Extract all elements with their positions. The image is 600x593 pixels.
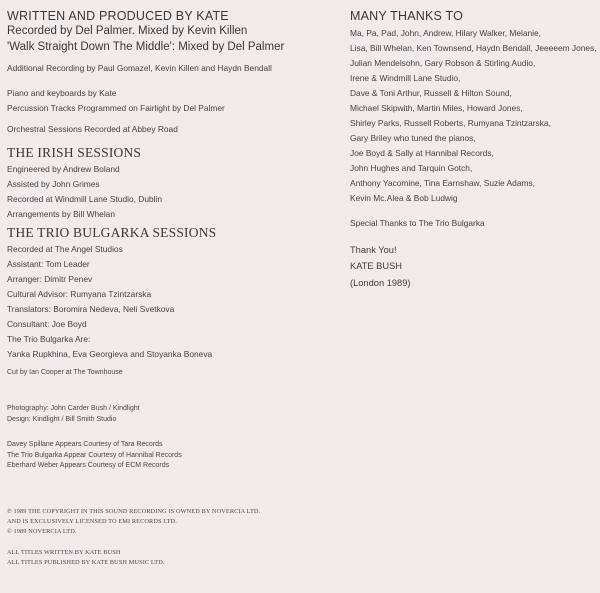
bulgarka-line: The Trio Bulgarka Are: bbox=[7, 334, 91, 344]
irish-line: Assisted by John Grimes bbox=[7, 179, 100, 189]
right-column bbox=[350, 9, 595, 291]
thanks-line: Joe Boyd & Sally at Hannibal Records, bbox=[350, 148, 494, 158]
credit-line: 'Walk Straight Down The Middle': Mixed by Del Palmer bbox=[7, 40, 285, 53]
copyright-line: ℗ 1989 THE COPYRIGHT IN THIS SOUND RECORDING IS OWNED BY NOVERCIA LTD. bbox=[7, 508, 261, 516]
cut-credit: Cut by Ian Cooper at The Townhouse bbox=[7, 369, 123, 376]
written-line: ALL TITLES WRITTEN BY KATE BUSH bbox=[7, 549, 121, 557]
thanks-line: Gary Briley who tuned the pianos, bbox=[350, 133, 476, 143]
bulgarka-line: Arranger: Dimitr Penev bbox=[7, 274, 93, 284]
irish-line: Recorded at Windmill Lane Studio, Dublin bbox=[7, 194, 163, 204]
courtesy-line: The Trio Bulgarka Appear Courtesy of Hannibal Records bbox=[7, 451, 182, 459]
design-credit: Design: Kindlight / Bill Smith Studio bbox=[7, 415, 117, 423]
courtesy-line: Davey Spillane Appears Courtesy of Tara Records bbox=[7, 441, 163, 449]
signoff-line: Thank You! bbox=[350, 245, 397, 255]
main-heading: WRITTEN AND PRODUCED BY KATE bbox=[7, 9, 229, 23]
bulgarka-line: Yanka Rupkhina, Eva Georgieva and Stoyanka Boneva bbox=[7, 349, 213, 359]
bulgarka-line: Consultant: Joe Boyd bbox=[7, 319, 87, 329]
bulgarka-line: Translators: Boromira Nedeva, Neli Svetkova bbox=[7, 304, 175, 314]
thanks-line: John Hughes and Tarquin Gotch, bbox=[350, 163, 473, 173]
piano-credit: Piano and keyboards by Kate bbox=[7, 88, 117, 98]
percussion-credit: Percussion Tracks Programmed on Fairlight by Del Palmer bbox=[7, 103, 225, 113]
thanks-line: Julian Mendelsohn, Gary Robson & Stirling Audio, bbox=[350, 58, 536, 68]
irish-sessions-title: THE IRISH SESSIONS bbox=[7, 145, 142, 160]
thanks-line: Shirley Parks, Russell Roberts, Rumyana Tzintzarska, bbox=[350, 118, 551, 128]
thanks-line: Irene & Windmill Lane Studio, bbox=[350, 73, 461, 83]
additional-recording: Additional Recording by Paul Gomazel, Kevin Killen and Haydn Bendall bbox=[7, 63, 272, 73]
signoff-name: KATE BUSH bbox=[350, 261, 403, 272]
thanks-line: Kevin Mc.Alea & Bob Ludwig bbox=[350, 193, 458, 203]
copyright-line: AND IS EXCLUSIVELY LICENSED TO EMI RECORDS LTD. bbox=[7, 518, 177, 526]
copyright-line: © 1989 NOVERCIA LTD. bbox=[7, 528, 77, 536]
thanks-line: Lisa, Bill Whelan, Ken Townsend, Haydn Bendall, Jeeeeem Jones, bbox=[350, 43, 597, 53]
signoff-place-date: (London 1989) bbox=[350, 277, 411, 288]
irish-line: Engineered by Andrew Boland bbox=[7, 164, 120, 174]
bulgarka-sessions-title: THE TRIO BULGARKA SESSIONS bbox=[7, 225, 217, 240]
thanks-line: Michael Skipwith, Martin Miles, Howard Jones, bbox=[350, 103, 523, 113]
courtesy-line: Eberhard Weber Appears Courtesy of ECM Records bbox=[7, 462, 170, 470]
photo-credit: Photography: John Carder Bush / Kindlight bbox=[7, 405, 140, 413]
thanks-heading: MANY THANKS TO bbox=[350, 9, 464, 23]
thanks-line: Anthony Yacomine, Tina Earnshaw, Suzie Adams, bbox=[350, 178, 535, 188]
thanks-line: Dave & Toni Arthur, Russell & Hilton Sound, bbox=[350, 88, 512, 98]
thanks-line: Ma, Pa, Pad, John, Andrew, Hilary Walker, Melanie, bbox=[350, 28, 542, 38]
left-column bbox=[7, 9, 337, 568]
special-thanks: Special Thanks to The Trio Bulgarka bbox=[350, 218, 485, 228]
bulgarka-line: Cultural Advisor: Rumyana Tzintzarska bbox=[7, 289, 152, 299]
published-line: ALL TITLES PUBLISHED BY KATE BUSH MUSIC LTD. bbox=[7, 559, 165, 567]
irish-line: Arrangements by Bill Whelan bbox=[7, 209, 115, 219]
credit-line: Recorded by Del Palmer. Mixed by Kevin Killen bbox=[7, 25, 248, 37]
orchestral-credit: Orchestral Sessions Recorded at Abbey Road bbox=[7, 124, 178, 134]
bulgarka-line: Recorded at The Angel Studios bbox=[7, 244, 123, 254]
bulgarka-line: Assistant: Tom Leader bbox=[7, 259, 90, 269]
